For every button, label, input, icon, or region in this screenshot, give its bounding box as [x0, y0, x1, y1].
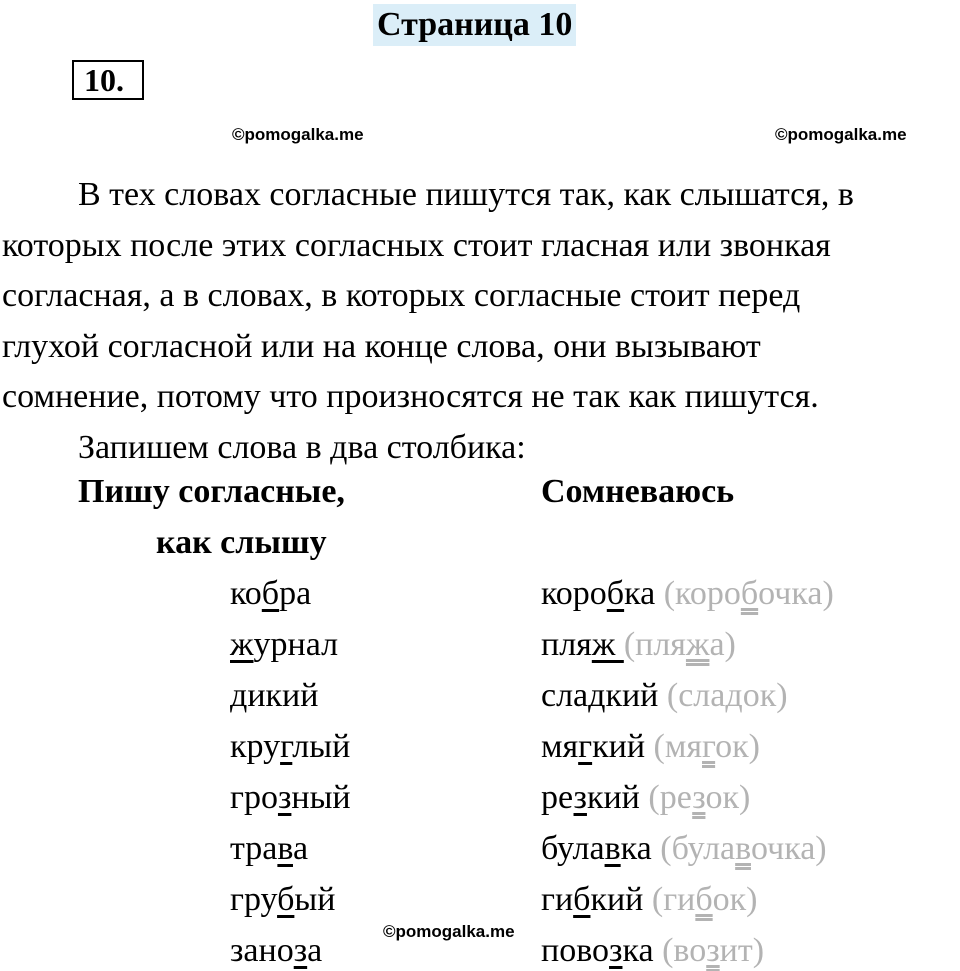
word-part: ка: [624, 575, 656, 612]
word-part: урнал: [253, 626, 339, 663]
underlined-letter: д: [588, 677, 606, 714]
hint-part: ит): [719, 932, 765, 969]
paragraph-line: согласная, а в словах, в которых согласные стоит перед: [2, 277, 801, 314]
watermark: ©pomogalka.me: [775, 125, 907, 144]
hint-underlined-letter: з: [706, 932, 720, 969]
paragraph-line: сомнение, потому что произносятся не так как пишутся.: [2, 378, 819, 415]
word-part: пово: [541, 932, 610, 969]
page-title: Страница 10: [373, 4, 576, 46]
underlined-letter: б: [277, 881, 295, 918]
right-word: [541, 676, 788, 716]
underlined-letter: г: [280, 728, 293, 765]
word-part: икий: [247, 677, 319, 714]
right-word: [541, 829, 827, 869]
task-number: 10.: [72, 60, 144, 100]
word-part: кий: [590, 881, 644, 918]
underlined-letter: ж: [230, 626, 254, 663]
underlined-letter: в: [277, 830, 293, 867]
word-part: ко: [230, 575, 262, 612]
word-part: ка: [622, 932, 654, 969]
watermark: ©pomogalka.me: [232, 125, 364, 144]
hint-underlined-letter: ж: [685, 626, 710, 663]
left-column-header: Пишу согласные,: [78, 473, 345, 510]
left-word: [230, 676, 318, 716]
hint-part: (пля: [623, 626, 686, 663]
word-part: ый: [294, 881, 336, 918]
hint-underlined-letter: б: [740, 575, 759, 612]
hint-part: (ре: [648, 779, 693, 816]
hint-underlined-letter: д: [725, 677, 743, 714]
word-part: була: [541, 830, 605, 867]
hint-part: ок): [712, 881, 758, 918]
word-part: гру: [230, 881, 278, 918]
left-word: [230, 880, 335, 920]
word-part: кру: [230, 728, 281, 765]
right-word: [541, 778, 750, 818]
right-word: [541, 880, 758, 920]
check-word-hint: [652, 830, 827, 867]
check-word-hint: [643, 881, 757, 918]
underlined-letter: б: [606, 575, 625, 612]
right-word: [541, 931, 764, 971]
explanation-paragraph: [2, 170, 960, 473]
underlined-letter: б: [573, 881, 591, 918]
word-part: ра: [279, 575, 312, 612]
word-part: коро: [541, 575, 607, 612]
word-part: ный: [291, 779, 351, 816]
underlined-letter: г: [578, 728, 593, 765]
right-column-header: Сомневаюсь: [541, 473, 735, 510]
underlined-letter: з: [573, 779, 587, 816]
word-part: пля: [541, 626, 592, 663]
left-word: [230, 625, 338, 665]
word-part: а: [292, 830, 309, 867]
word-part: ка: [620, 830, 652, 867]
paragraph-line: которых после этих согласных стоит гласная или звонкая: [2, 226, 831, 264]
left-word: [230, 574, 311, 614]
word-part: кий: [605, 677, 659, 714]
hint-part: (сла: [666, 677, 726, 714]
check-word-hint: [640, 779, 750, 816]
hint-part: очка): [758, 575, 834, 612]
check-word-hint: [654, 932, 764, 969]
instruction: Запишем слова в два столбика:: [78, 428, 526, 466]
check-word-hint: [658, 677, 787, 714]
word-part: сла: [541, 677, 589, 714]
word-part: гро: [230, 779, 278, 816]
hint-part: (коро: [663, 575, 741, 612]
underlined-letter: б: [261, 575, 280, 612]
hint-underlined-letter: в: [735, 830, 751, 867]
word-part: кий: [592, 728, 646, 765]
underlined-letter: д: [230, 677, 248, 714]
left-word: [230, 778, 351, 818]
right-word: [541, 727, 760, 767]
paragraph-line: В тех словах согласные пишутся так, как слышатся, в: [78, 176, 854, 213]
hint-part: (мя: [653, 728, 703, 765]
word-part: ги: [541, 881, 574, 918]
hint-part: (ги: [651, 881, 696, 918]
left-word: [230, 829, 308, 869]
hint-underlined-letter: г: [702, 728, 716, 765]
hint-part: (була: [660, 830, 736, 867]
word-part: ре: [541, 779, 574, 816]
word-part: мя: [541, 728, 579, 765]
left-word: [230, 727, 350, 767]
check-word-hint: [624, 626, 736, 663]
hint-part: очка): [750, 830, 827, 867]
hint-part: ок): [705, 779, 751, 816]
left-column-header-2: как слышу: [156, 524, 327, 561]
word-part: зано: [230, 932, 294, 969]
left-word: [230, 931, 322, 971]
underlined-letter: з: [293, 932, 308, 969]
hint-part: ок): [715, 728, 760, 765]
word-part: тра: [230, 830, 278, 867]
check-word-hint: [655, 575, 834, 612]
watermark: ©pomogalka.me: [383, 922, 515, 941]
underlined-letter: з: [609, 932, 623, 969]
hint-part: (во: [662, 932, 707, 969]
right-word: [541, 625, 736, 665]
word-part: кий: [586, 779, 640, 816]
check-word-hint: [645, 728, 760, 765]
hint-part: а): [709, 626, 736, 663]
paragraph-line: глухой согласной или на конце слова, они вызывают: [2, 327, 761, 365]
word-part: лый: [292, 728, 351, 765]
underlined-letter: в: [604, 830, 621, 867]
underlined-letter: з: [277, 779, 292, 816]
right-word: [541, 574, 834, 614]
word-part: а: [307, 932, 323, 969]
hint-part: ок): [742, 677, 788, 714]
underlined-letter: ж: [591, 626, 624, 663]
hint-underlined-letter: з: [692, 779, 706, 816]
hint-underlined-letter: б: [695, 881, 713, 918]
